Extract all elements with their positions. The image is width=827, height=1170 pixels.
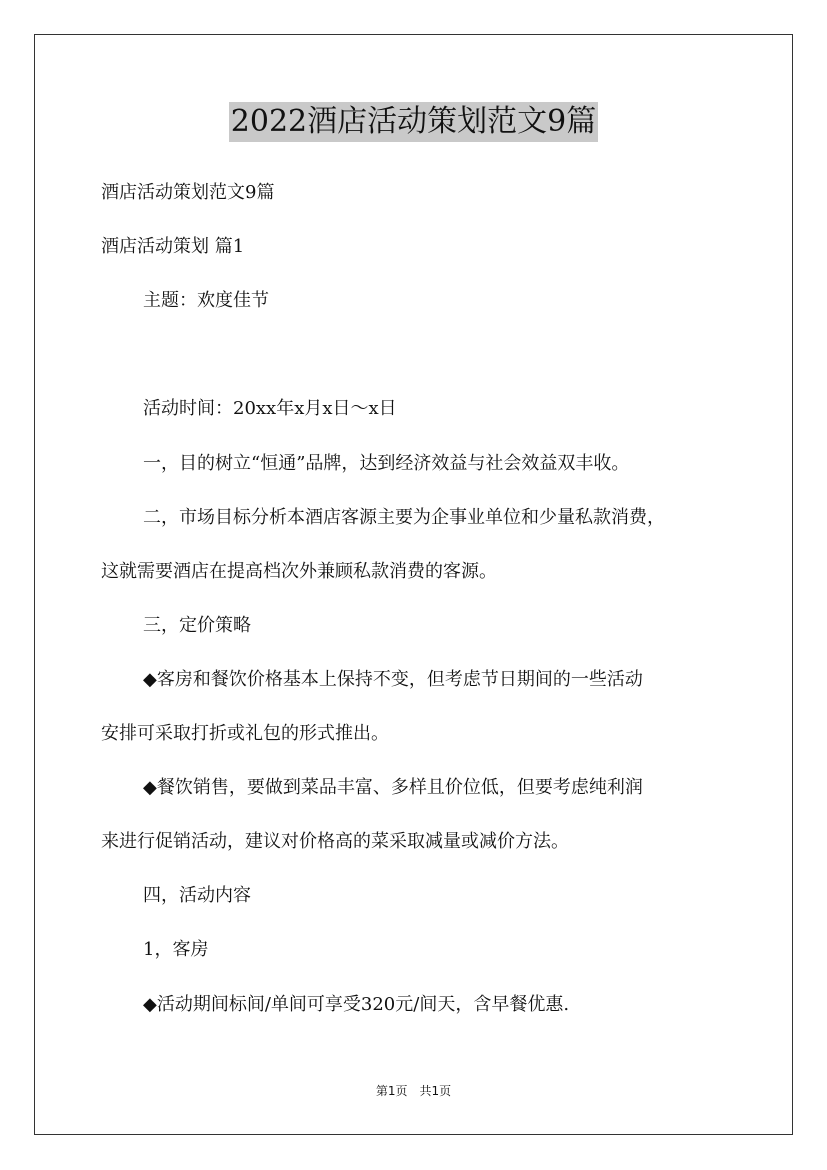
paragraph-pricing-heading: 三，定价策略 <box>143 615 251 636</box>
paragraph-market-line2: 这就需要酒店在提高档次外兼顾私款消费的客源。 <box>101 561 497 582</box>
paragraph-theme: 主题：欢度佳节 <box>143 290 269 311</box>
paragraph-goal: 一，目的树立“恒通”品牌，达到经济效益与社会效益双丰收。 <box>143 453 630 474</box>
paragraph-pricing-item2-line2: 来进行促销活动，建议对价格高的菜采取减量或减价方法。 <box>101 831 569 852</box>
document-subtitle: 酒店活动策划范文9篇 <box>101 182 275 203</box>
page-number-current: 第1页 <box>375 1084 408 1098</box>
paragraph-time: 活动时间：20xx年x月x日～x日 <box>143 398 397 419</box>
paragraph-rooms-item1: ◆活动期间标间/单间可享受320元/间天，含早餐优惠. <box>143 994 570 1015</box>
page-number-total: 共1页 <box>419 1084 452 1098</box>
paragraph-market-line1: 二，市场目标分析本酒店客源主要为企事业单位和少量私款消费， <box>143 507 665 528</box>
section-heading: 酒店活动策划 篇1 <box>101 236 245 257</box>
document-title <box>0 101 827 142</box>
paragraph-rooms-heading: 1，客房 <box>143 939 209 960</box>
paragraph-pricing-item1-line1: ◆客房和餐饮价格基本上保持不变，但考虑节日期间的一些活动 <box>143 669 643 690</box>
document-title-text: 2022酒店活动策划范文9篇 <box>229 102 598 142</box>
paragraph-pricing-item2-line1: ◆餐饮销售，要做到菜品丰富、多样且价位低，但要考虑纯利润 <box>143 777 643 798</box>
paragraph-activity-heading: 四，活动内容 <box>143 885 251 906</box>
paragraph-pricing-item1-line2: 安排可采取打折或礼包的形式推出。 <box>101 723 389 744</box>
page-footer <box>0 1083 827 1099</box>
